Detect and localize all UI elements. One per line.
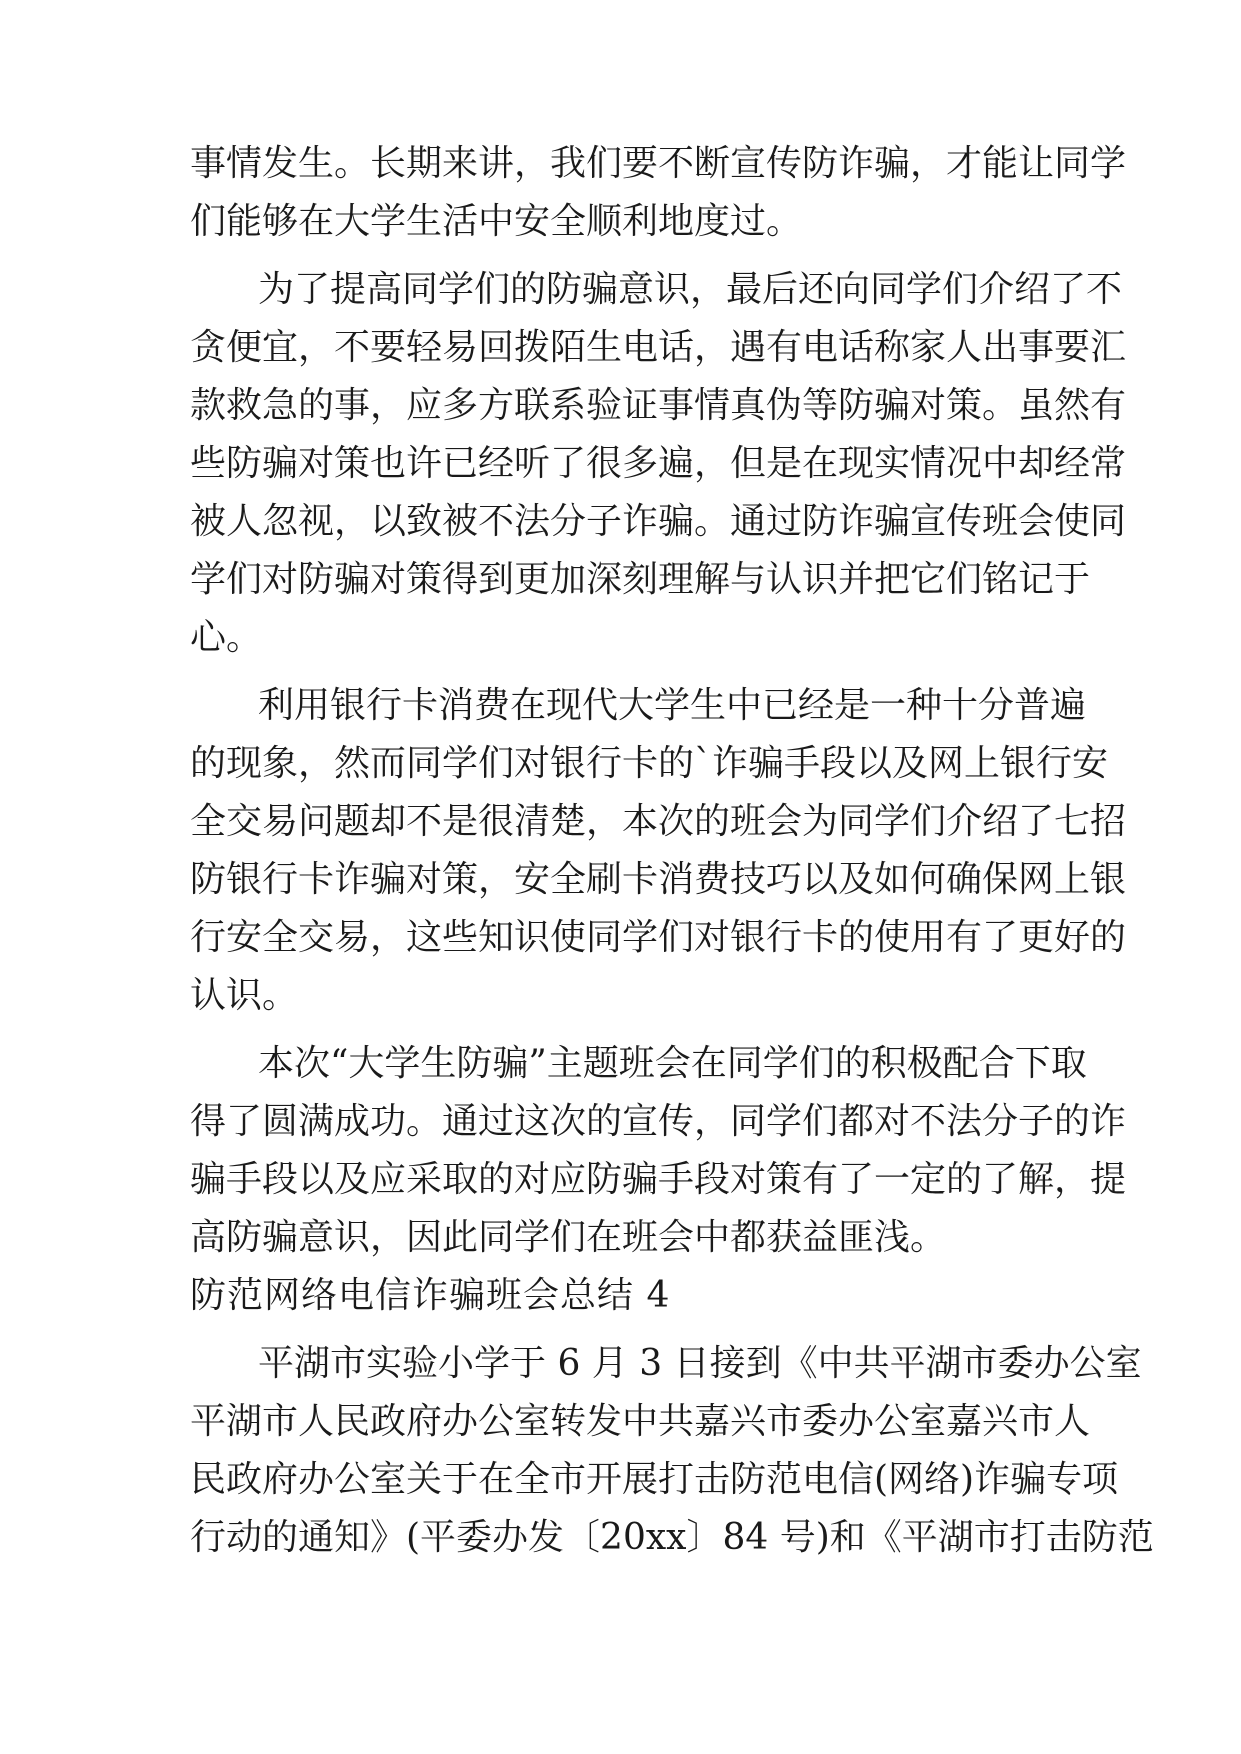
paragraph-line: 学们对防骗对策得到更加深刻理解与认识并把它们铭记于 [190,559,1091,600]
paragraph-line: 防银行卡诈骗对策，安全刷卡消费技巧以及如何确保网上银 [190,859,1127,900]
paragraph-line: 民政府办公室关于在全市开展打击防范电信(网络)诈骗专项 [190,1459,1119,1500]
paragraph-line: 款救急的事，应多方联系验证事情真伪等防骗对策。虽然有 [190,385,1127,426]
paragraph-line: 全交易问题却不是很清楚，本次的班会为同学们介绍了七招 [190,801,1127,842]
paragraph-line: 为了提高同学们的防骗意识，最后还向同学们介绍了不 [258,269,1123,310]
section-heading: 防范网络电信诈骗班会总结 4 [190,1275,671,1316]
paragraph-line: 的现象，然而同学们对银行卡的`诈骗手段以及网上银行安 [190,743,1109,784]
paragraph-line: 本次“大学生防骗”主题班会在同学们的积极配合下取 [258,1043,1087,1084]
paragraph-line: 骗手段以及应采取的对应防骗手段对策有了一定的了解，提 [190,1159,1127,1200]
paragraph-line: 行安全交易，这些知识使同学们对银行卡的使用有了更好的 [190,917,1127,958]
paragraph-line: 们能够在大学生活中安全顺利地度过。 [190,201,803,242]
paragraph-line: 事情发生。长期来讲，我们要不断宣传防诈骗，才能让同学 [190,143,1127,184]
paragraph-line: 平湖市实验小学于 6 月 3 日接到《中共平湖市委办公室 [258,1343,1142,1384]
paragraph-line: 利用银行卡消费在现代大学生中已经是一种十分普遍 [258,685,1087,726]
paragraph-line: 高防骗意识，因此同学们在班会中都获益匪浅。 [190,1217,947,1258]
paragraph-line: 认识。 [190,975,299,1016]
paragraph-line: 贪便宜，不要轻易回拨陌生电话，遇有电话称家人出事要汇 [190,327,1127,368]
paragraph-line: 心。 [190,617,263,658]
paragraph-line: 平湖市人民政府办公室转发中共嘉兴市委办公室嘉兴市人 [190,1401,1091,1442]
paragraph-line: 得了圆满成功。通过这次的宣传，同学们都对不法分子的诈 [190,1101,1127,1142]
paragraph-line: 行动的通知》(平委办发〔20xx〕84 号)和《平湖市打击防范 [190,1517,1154,1558]
paragraph-line: 被人忽视，以致被不法分子诈骗。通过防诈骗宣传班会使同 [190,501,1127,542]
paragraph-line: 些防骗对策也许已经听了很多遍，但是在现实情况中却经常 [190,443,1127,484]
